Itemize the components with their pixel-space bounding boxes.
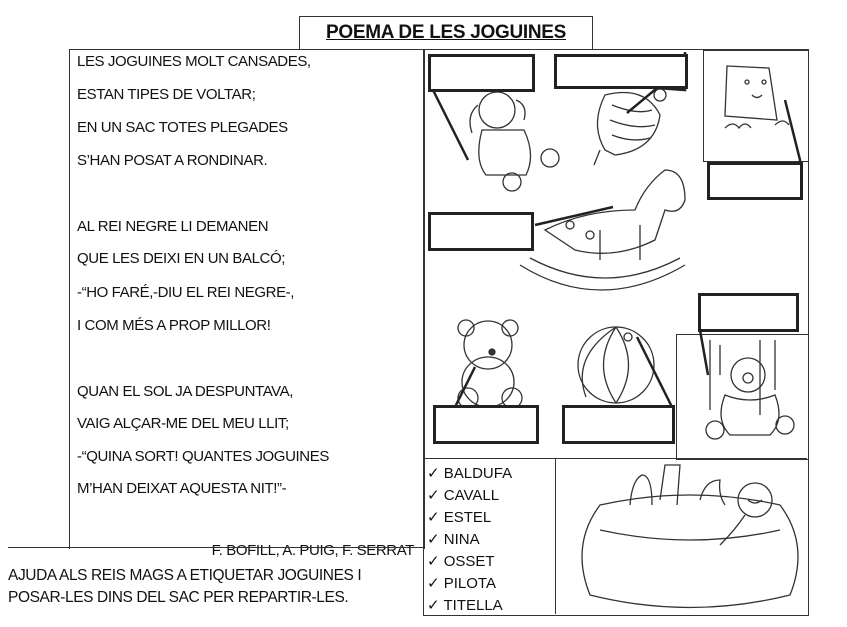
word-item: ✓ OSSET — [427, 553, 495, 570]
poem-line: EN UN SAC TOTES PLEGADES — [77, 119, 288, 136]
sack-drawing — [582, 465, 798, 608]
poem-line: I COM MÉS A PROP MILLOR! — [77, 317, 271, 334]
spinning-top-drawing — [594, 89, 666, 165]
doll-drawing — [470, 92, 559, 191]
poem-line: QUE LES DEIXI EN UN BALCÓ; — [77, 250, 285, 267]
label-box-teddy[interactable] — [433, 405, 539, 444]
puppet-drawing — [706, 340, 794, 439]
instruction-line: POSAR-LES DINS DEL SAC PER REPARTIR-LES. — [8, 589, 349, 606]
poem-line: S’HAN POSAT A RONDINAR. — [77, 152, 268, 169]
poem-line: -“HO FARÉ,-DIU EL REI NEGRE-, — [77, 284, 295, 301]
label-box-puppet[interactable] — [698, 293, 799, 332]
poem-author: F. BOFILL, A. PUIG, F. SERRAT — [211, 542, 414, 559]
word-item: ✓ NINA — [427, 531, 480, 548]
rocking-horse-drawing — [520, 170, 685, 290]
poem-line: LES JOGUINES MOLT CANSADES, — [77, 53, 311, 70]
check-icon: ✓ — [427, 553, 440, 570]
check-icon: ✓ — [427, 575, 440, 592]
kite-drawing — [725, 66, 789, 128]
check-icon: ✓ — [427, 487, 440, 504]
check-icon: ✓ — [427, 465, 440, 482]
page-title: POEMA DE LES JOGUINES — [325, 22, 567, 43]
label-box-doll[interactable] — [428, 54, 535, 92]
check-icon: ✓ — [427, 531, 440, 548]
poem-line: -“QUINA SORT! QUANTES JOGUINES — [77, 448, 329, 465]
word-item: ✓ CAVALL — [427, 487, 500, 504]
label-box-horse[interactable] — [428, 212, 534, 251]
poem-line: QUAN EL SOL JA DESPUNTAVA, — [77, 383, 294, 400]
poem-line: M’HAN DEIXAT AQUESTA NIT!”- — [77, 480, 287, 497]
poem-line: AL REI NEGRE LI DEMANEN — [77, 218, 269, 235]
check-icon: ✓ — [427, 597, 440, 614]
check-icon: ✓ — [427, 509, 440, 526]
ball-drawing — [578, 327, 654, 403]
word-item: ✓ PILOTA — [427, 575, 496, 592]
word-item: ✓ ESTEL — [427, 509, 492, 526]
word-list — [427, 463, 512, 617]
teddy-bear-drawing — [458, 320, 522, 408]
label-box-spinning-top[interactable] — [554, 54, 688, 89]
word-item: ✓ TITELLA — [427, 597, 503, 614]
label-box-kite[interactable] — [707, 162, 803, 200]
poem-line: VAIG ALÇAR-ME DEL MEU LLIT; — [77, 415, 289, 432]
label-box-ball[interactable] — [562, 405, 675, 444]
instruction-line: AJUDA ALS REIS MAGS A ETIQUETAR JOGUINES I — [8, 567, 362, 584]
poem-line: ESTAN TIPES DE VOLTAR; — [77, 86, 256, 103]
word-item: ✓ BALDUFA — [427, 465, 513, 482]
